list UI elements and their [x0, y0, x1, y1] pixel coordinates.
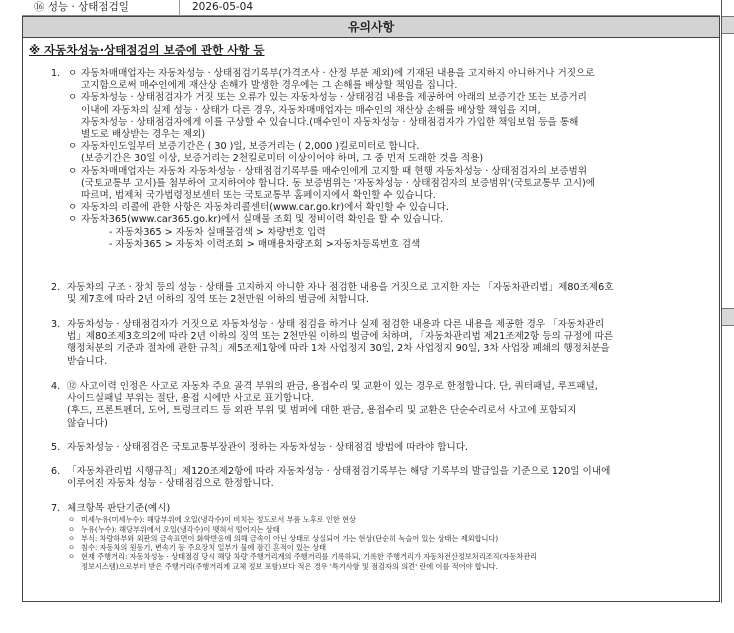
text-line: 자동차매매업자는 자동차성능 · 상태점검기록부(가격조사 · 산정 부분 제외)에 기재된 내용을 고지하지 아니하거나 거짓으로	[81, 68, 595, 79]
item-number: 3.	[51, 319, 61, 330]
adjacent-table-header	[722, 308, 734, 326]
text-line: 자동차성능 · 상태점검자가 거짓으로 자동차성능 · 상태 점검을 하거나 실제 점검한 내용과 다른 내용을 제공한 경우 「자동차관리	[67, 319, 605, 330]
text-line: 고지함으로써 매수인에게 재산상 손해가 발생한 경우에는 그 손해를 배상할 책임을 집니다.	[81, 80, 458, 92]
bullet-item	[67, 214, 709, 251]
adjacent-table-header	[722, 16, 734, 34]
text-line: 누유(누수): 해당부위에서 오일(냉각수)이 맺혀서 떨어지는 상태	[81, 524, 280, 534]
text-line: 이루어진 자동차 성능 · 상태점검으로 한정합니다.	[67, 478, 274, 490]
bullet-item	[67, 525, 709, 534]
item-body	[67, 282, 709, 306]
item-number: 6.	[51, 466, 61, 477]
inspection-date-row	[22, 0, 720, 16]
bullet-item	[67, 141, 709, 165]
car365-info-text: 자동차365(www.car365.go.kr)에서 실매물 조회 및 정비이력 확인을 할 수 있습니다.	[81, 214, 444, 226]
text-line: 자동차성능 · 상태점검은 국토교통부장관이 정하는 자동차성능 · 상태점검 방법에 따라야 합니다.	[67, 442, 469, 453]
text-line: 이내에 자동차의 실제 성능 · 상태가 다른 경우, 자동차매매업자는 매수인의 재산상 손해를 배상할 책임을 지며,	[81, 104, 541, 116]
item-number: 5.	[51, 442, 61, 453]
bullet-marker: ㅇ	[68, 165, 78, 177]
text-line: (국토교통부 고시)를 첨부하여 고지하여야 합니다. 동 보증범위는 '자동차성능 · 상태점검자의 보증범위'(국토교통부 고시)에	[81, 177, 595, 189]
bullet-item	[67, 68, 709, 92]
item-number: 4.	[51, 381, 61, 392]
text-line: 받습니다.	[67, 355, 108, 367]
bullet-item	[67, 543, 709, 552]
bullet-marker: ㅇ	[68, 214, 78, 226]
sub-step: - 자동차365 > 자동차 이력조회 > 매매용차량조회 >자동차등록번호 검색	[109, 238, 421, 250]
text-line: 별도로 배상받는 경우는 제외)	[81, 129, 206, 141]
bullet-marker: ㅇ	[68, 68, 78, 79]
text-line: 및 제7호에 따라 2년 이하의 징역 또는 2천만원 이하의 벌금에 처합니다.	[67, 294, 370, 306]
item-body	[67, 319, 709, 368]
text-line: 않습니다)	[67, 417, 108, 429]
bullet-marker: ㅇ	[68, 533, 75, 543]
text-line: ⑫ 사고이력 인정은 사고로 자동차 주요 골격 부위의 판금, 용접수리 및 교환이 있는 경우로 한정합니다. 단, 쿼터패널, 루프패널,	[67, 381, 598, 392]
item-body	[67, 466, 709, 490]
notice-content-box	[22, 38, 720, 602]
text-line: 「자동차관리법 시행규칙」제120조제2항에 따라 자동차성능 · 상태점검기록부는 해당 기록부의 발급일을 기준으로 120일 이내에	[67, 466, 611, 477]
check-criteria-title: 체크항목 판단기준(예시)	[67, 503, 171, 514]
bullet-marker: ㅇ	[68, 543, 75, 553]
bullet-item	[67, 552, 709, 571]
text-line: 자동차성능 · 상태점검자가 거짓 또는 오류가 있는 자동차성능 · 상태점검 내용을 제공하여 아래의 보증기간 또는 보증거리	[81, 92, 587, 104]
item-body	[67, 442, 709, 454]
notice-subtitle: ※ 자동차성능·상태점검의 보증에 관한 사항 등	[29, 43, 265, 57]
bullet-item	[67, 92, 709, 141]
warranty-period-text: 자동차인도일부터 보증기간은 ( 30 )일, 보증거리는 ( 2,000 )킬로미터로 합니다.	[81, 141, 420, 153]
text-line: 자동차성능 · 상태점검자에게 이를 구상할 수 있습니다.(매수인이 자동차성능 · 상태점검자가 가입한 책임보험 등을 통해	[81, 116, 579, 128]
text-line: (후드, 프론트펜더, 도어, 트렁크리드 등 외판 부위 및 범퍼에 대한 판금, 용접수리 및 교환은 단순수리로서 사고에 포함되지	[67, 405, 577, 417]
cell-divider	[179, 0, 180, 15]
text-line: 자동차매매업자는 자동차 자동차성능 · 상태점검기록부를 매수인에게 고지할 때 현행 자동차성능 · 상태점검자의 보증범위	[81, 165, 588, 177]
notice-section-header: 유의사항	[22, 16, 720, 38]
text-line: 사이드실패널 부위는 절단, 용접 시에만 사고로 표기합니다.	[67, 393, 314, 405]
bullet-marker: ㅇ	[68, 92, 78, 104]
text-line: 자동차의 구조 · 장치 등의 성능 · 상태를 고지하지 아니한 자나 점검한 내용을 거짓으로 고지한 자는 「자동차관리법」제80조제6호	[67, 282, 614, 293]
bullet-item	[67, 166, 709, 203]
check-criteria-list	[67, 515, 709, 571]
bullet-marker: ㅇ	[68, 524, 75, 534]
text-line: 침수: 자동차의 원동기, 변속기 등 주요장치 일부가 물에 잠긴 흔적이 있는 상태	[81, 543, 327, 553]
bullet-marker: ㅇ	[68, 515, 75, 525]
bullet-marker: ㅇ	[68, 202, 78, 214]
text-line: 법」제80조제3호의2에 따라 2년 이하의 징역 또는 2천만원 이하의 벌금에 처하며, 「자동차관리법 제21조제2항 등의 규정에 따른	[67, 331, 614, 343]
text-line: 행정처분의 기준과 절차에 관한 규칙」제5조제1항에 따라 1차 사업정지 30일, 2차 사업정지 90일, 3차 사업장 폐쇄의 행정처분을	[67, 343, 610, 355]
text-line: 정보시스템)으로부터 받은 주행거리(주행거리계 교체 정보 포함)보다 적은 경우 '특기사항 및 점검자의 의견' 란에 이를 적어야 합니다.	[81, 561, 498, 571]
item-body	[67, 68, 709, 251]
recall-info-text: 자동차의 리콜에 관한 사항은 자동차리콜센터(www.car.go.kr)에서 확인할 수 있습니다.	[81, 202, 449, 214]
text-line: 부식: 차량하부와 외판의 금속표면이 화학반응에 의해 금속이 아닌 상태로 상실되어 가는 현상(단순히 녹슬어 있는 상태는 제외합니다)	[81, 533, 499, 543]
bullet-item	[67, 515, 709, 524]
item-body	[67, 503, 709, 571]
bullet-item	[67, 202, 709, 214]
text-line: 미세누유(미세누수): 해당부위에 오일(냉각수)이 비치는 정도로서 부품 노후로 인한 현상	[81, 515, 356, 525]
bullet-marker: ㅇ	[68, 141, 78, 153]
bullet-item	[67, 534, 709, 543]
item-number: 2.	[51, 282, 61, 293]
table-border-right	[721, 0, 722, 603]
inspection-date-label: ⑯ 성능 · 상태점검일	[34, 1, 129, 13]
inspection-date-value: 2026-05-04	[192, 1, 254, 13]
item-number: 1.	[51, 68, 61, 79]
text-line: 따르며, 법제처 국가법령정보센터 또는 국토교통부 홈페이지에서 확인할 수 있습니다.	[81, 190, 436, 202]
sub-step: - 자동차365 > 자동차 실매물검색 > 차량번호 입력	[109, 226, 326, 238]
item-number: 7.	[51, 503, 61, 514]
bullet-marker: ㅇ	[68, 552, 75, 562]
item-body	[67, 381, 709, 430]
text-line: 현재 주행거리: 자동차성능 · 상태점검 당시 해당 차량 주행거리계의 주행거리를 기록하되, 기록한 주행거리가 자동차전산정보처리조직(자동차관리	[81, 552, 538, 562]
text-line: (보증기간은 30일 이상, 보증거리는 2천킬로미터 이상이어야 하며, 그 중 먼저 도래한 것을 적용)	[81, 153, 484, 165]
